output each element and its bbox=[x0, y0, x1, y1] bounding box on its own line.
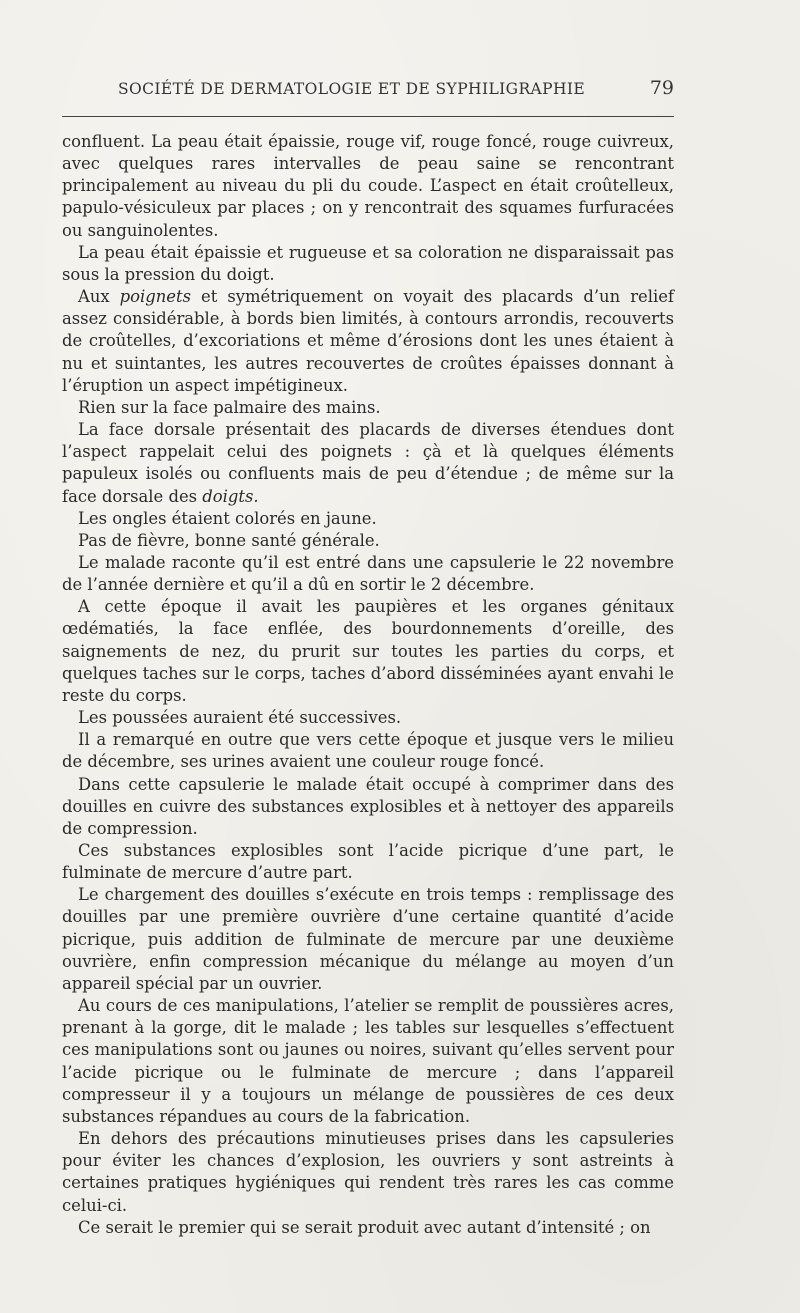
page-header bbox=[118, 77, 674, 103]
paragraph-1: confluent. La peau était épaissie, rouge vif, rouge foncé, rouge cuivreux, avec quelques rares intervalles de peau saine se rencontrant principalement au niveau du pli du coude. L’aspect en était croûtelleux, papulo-vésiculeux par places ; on y rencontrait des squames furfuracées ou sanguinolentes. bbox=[62, 132, 674, 240]
paragraph-11: Il a remarqué en outre que vers cette époque et jusque vers le milieu de décembre, ses urines avaient une couleur rouge foncé. bbox=[62, 730, 674, 772]
paragraph-2: La peau était épaissie et rugueuse et sa coloration ne disparaissait pas sous la pression du doigt. bbox=[62, 242, 674, 284]
header-rule bbox=[62, 116, 674, 117]
paragraph-3-start: Aux bbox=[78, 287, 120, 307]
paragraph-3 bbox=[62, 286, 674, 397]
page-number: 79 bbox=[649, 77, 674, 99]
running-head: SOCIÉTÉ DE DERMATOLOGIE ET DE SYPHILIGRAPHIE bbox=[118, 80, 586, 98]
paragraph-15: Au cours de ces manipulations, l’atelier se remplit de poussières acres, prenant à la gorge, dit le malade ; les tables sur lesquelles s’effectuent ces manipulations sont ou jaunes ou noires, suivant qu’elles servent pour l’acide picrique ou le fulminate de mercure ; dans l’appareil compresseur il y a toujours un mélange de poussières de ces deux substances répandues au cours de la fabrication. bbox=[62, 996, 674, 1126]
paragraph-13: Ces substances explosibles sont l’acide picrique d’une part, le fulminate de mercure d’autre part. bbox=[62, 841, 674, 883]
paragraph-3-rest: et symétriquement on voyait des placards d’un relief assez considérable, à bords bien limités, à contours arrondis, recouverts de croûtelles, d’excoriations et même d’érosions dont les unes étaient à nu et suintantes, les autres recouvertes de croûtes épaisses donnant à l’éruption un aspect impétigineux. bbox=[62, 287, 674, 395]
paragraph-12: Dans cette capsulerie le malade était occupé à comprimer dans des douilles en cuivre des substances explosibles et à nettoyer des appareils de compression. bbox=[62, 774, 674, 838]
paragraph-7: Pas de fièvre, bonne santé générale. bbox=[78, 530, 380, 550]
body-text bbox=[62, 131, 674, 1239]
paragraph-9: A cette époque il avait les paupières et les organes génitaux œdématiés, la face enflée, des bourdonnements d’oreille, des saignements de nez, du prurit sur toutes les parties du corps, et quelques taches sur le corps, taches d’abord disséminées ayant envahi le reste du corps. bbox=[62, 597, 674, 705]
italic-poignets: poignets bbox=[119, 287, 192, 307]
paragraph-10: Les poussées auraient été successives. bbox=[78, 708, 402, 728]
paragraph-5 bbox=[62, 419, 674, 508]
italic-doigts: doigts. bbox=[202, 486, 259, 506]
paragraph-6: Les ongles étaient colorés en jaune. bbox=[78, 508, 377, 528]
paragraph-8: Le malade raconte qu’il est entré dans une capsulerie le 22 novembre de l’année dernière et qu’il a dû en sortir le 2 décembre. bbox=[62, 552, 674, 595]
paragraph-14: Le chargement des douilles s’exécute en trois temps : remplissage des douilles par une première ouvrière d’une certaine quantité d’acide picrique, puis addition de fulminate de mercure par une deuxième ouvrière, enfin compression mécanique du mélange au moyen d’un appareil spécial par un ouvrier. bbox=[62, 885, 674, 993]
paragraph-4: Rien sur la face palmaire des mains. bbox=[78, 397, 381, 417]
paragraph-5-start: La face dorsale présentait des placards de diverses étendues dont l’aspect rappelait celui des poignets : çà et là quelques éléments papuleux isolés ou confluents mais de peu d’étendue ; de même sur la face dorsale des bbox=[62, 420, 674, 506]
paragraph-16: En dehors des précautions minutieuses prises dans les capsuleries pour éviter les chances d’explosion, les ouvriers y sont astreints à certaines pratiques hygiéniques qui rendent très rares les cas comme celui-ci. bbox=[62, 1129, 674, 1215]
paragraph-17: Ce serait le premier qui se serait produit avec autant d’intensité ; on bbox=[78, 1217, 651, 1237]
